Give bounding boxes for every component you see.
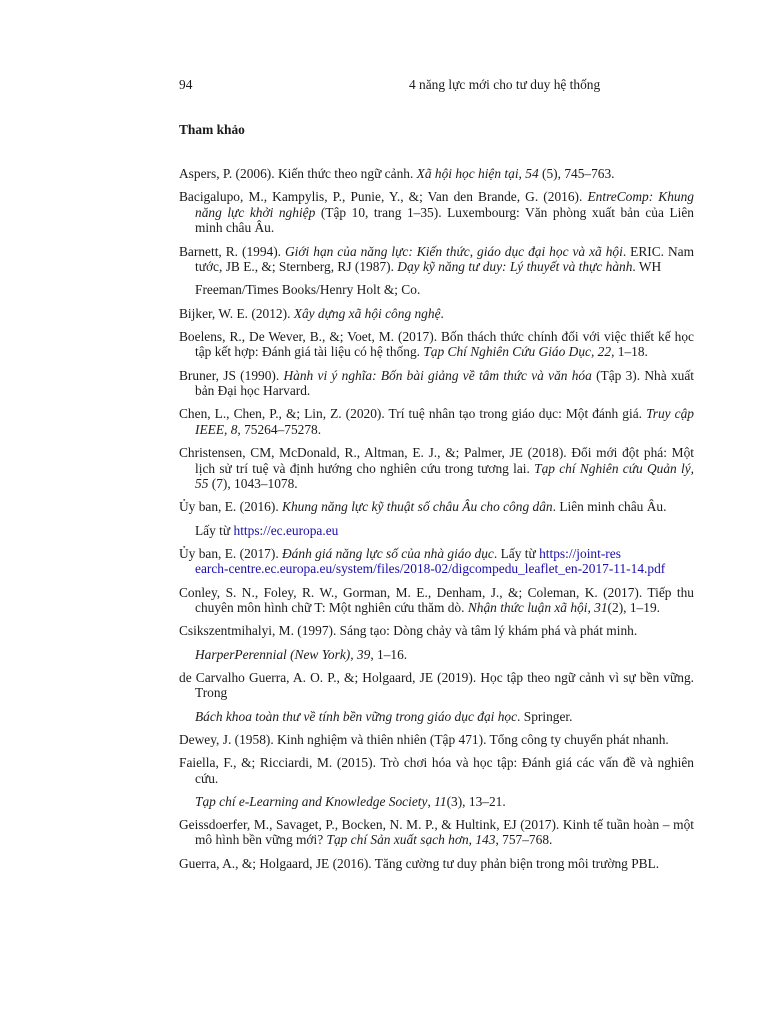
reference-eu-2016: Ủy ban, E. (2016). Khung năng lực kỹ thuật số châu Âu cho công dân. Liên minh châu Âu. [179, 499, 667, 515]
reference-eu-2016-retrieved: Lấy từ https://ec.europa.eu [195, 522, 339, 538]
reference-guerra-2019: de Carvalho Guerra, A. O. P., &; Holgaard, JE (2019). Học tập theo ngữ cảnh vì sự bền vững. Trong [179, 669, 694, 701]
reference-eu-2017: Ủy ban, E. (2017). Đánh giá năng lực số của nhà giáo dục. Lấy từ https://joint-res earch-centre.ec.europa.eu/system/files/2018-02/digcompedu_leaflet_en-2017-11-14.pdf [179, 546, 694, 577]
reference-guerra-2019-continued: Bách khoa toàn thư về tính bền vững trong giáo dục đại học. Springer. [195, 708, 573, 724]
reference-guerra-2016: Guerra, A., &; Holgaard, JE (2016). Tăng cường tư duy phản biện trong môi trường PBL. [179, 855, 660, 871]
reference-csikszentmihalyi-continued: HarperPerennial (New York), 39, 1–16. [195, 646, 408, 662]
reference-boelens: Boelens, R., De Wever, B., &; Voet, M. (2017). Bốn thách thức chính đối với việc thiết kế học tập kết hợp: Đánh giá tài liệu có hệ thống. Tạp Chí Nghiên Cứu Giáo Dục, 22, 1–18. [179, 328, 694, 360]
reference-christensen: Christensen, CM, McDonald, R., Altman, E. J., &; Palmer, JE (2018). Đổi mới đột phá: Một lịch sử trí tuệ và định hướng cho nghiên cứu trong tương lai. Tạp chí Nghiên cứu Quản lý, 55 (7), 1043–1078. [179, 445, 694, 492]
joint-research-link-part1[interactable]: https://joint-res [539, 545, 621, 561]
reference-bruner: Bruner, JS (1990). Hành vi ý nghĩa: Bốn bài giảng về tâm thức và văn hóa (Tập 3). Nhà xuất bản Đại học Harvard. [179, 367, 694, 399]
reference-barnett: Barnett, R. (1994). Giới hạn của năng lực: Kiến thức, giáo dục đại học và xã hội. ERIC. Nam tước, JB E., &; Sternberg, RJ (1987). Dạy kỹ năng tư duy: Lý thuyết và thực hành. WH [179, 243, 694, 275]
ec-europa-link[interactable]: https://ec.europa.eu [233, 522, 339, 538]
reference-csikszentmihalyi: Csikszentmihalyi, M. (1997). Sáng tạo: Dòng chảy và tâm lý khám phá và phát minh. [179, 623, 638, 639]
reference-bijker: Bijker, W. E. (2012). Xây dựng xã hội công nghệ. [179, 305, 444, 321]
joint-research-link-part2[interactable]: earch-centre.ec.europa.eu/system/files/2018-02/digcompedu_leaflet_en-2017-11-14.pdf [195, 561, 666, 577]
reference-conley: Conley, S. N., Foley, R. W., Gorman, M. E., Denham, J., &; Coleman, K. (2017). Tiếp thu chuyên môn hình chữ T: Một nghiên cứu thăm dò. Nhận thức luận xã hội, 31(2), 1–19. [179, 584, 694, 616]
reference-geissdoerfer: Geissdoerfer, M., Savaget, P., Bocken, N. M. P., & Hultink, EJ (2017). Kinh tế tuần hoàn – một mô hình bền vững mới? Tạp chí Sản xuất sạch hơn, 143, 757–768. [179, 816, 694, 848]
reference-dewey: Dewey, J. (1958). Kinh nghiệm và thiên nhiên (Tập 471). Tổng công ty chuyển phát nhanh. [179, 731, 669, 747]
reference-barnett-continued: Freeman/Times Books/Henry Holt &; Co. [195, 282, 421, 298]
reference-list [179, 166, 694, 879]
reference-aspers: Aspers, P. (2006). Kiến thức theo ngữ cảnh. Xã hội học hiện tại, 54 (5), 745–763. [179, 166, 615, 181]
reference-faiella-continued: Tạp chí e-Learning and Knowledge Society, 11(3), 13–21. [195, 793, 506, 809]
section-heading: Tham khảo [179, 122, 245, 137]
reference-chen: Chen, L., Chen, P., &; Lin, Z. (2020). Trí tuệ nhân tạo trong giáo dục: Một đánh giá. Truy cập IEEE, 8, 75264–75278. [179, 406, 694, 437]
running-title: 4 năng lực mới cho tư duy hệ thống [409, 77, 601, 92]
reference-bacigalupo: Bacigalupo, M., Kampylis, P., Punie, Y., &; Van den Brande, G. (2016). EntreComp: Khung năng lực khởi nghiệp (Tập 10, trang 1–35). Luxembourg: Văn phòng xuất bản của Liên minh châu Âu. [179, 189, 694, 236]
page-number: 94 [179, 77, 193, 92]
page-header [179, 77, 694, 93]
reference-faiella: Faiella, F., &; Ricciardi, M. (2015). Trò chơi hóa và học tập: Đánh giá các vấn đề và nghiên cứu. [179, 754, 694, 786]
